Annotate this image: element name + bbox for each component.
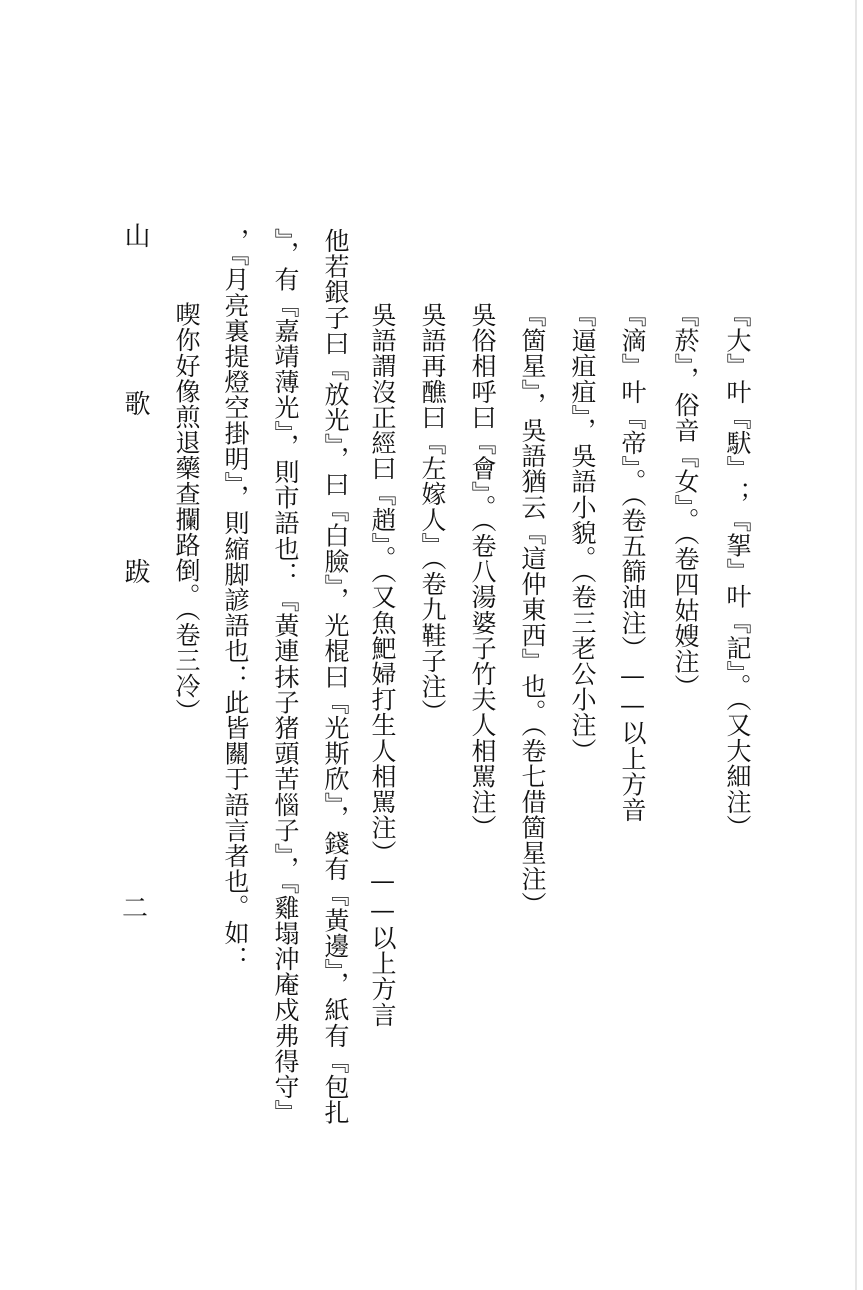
text-column-7: 吳語再醮曰『左嫁人』（卷九鞋子注）	[418, 302, 447, 725]
text-column-6: 吳俗相呼曰『會』。（卷八湯婆子竹夫人相駡注）	[468, 302, 497, 841]
text-column-11: ，『月亮裏提燈空掛明』，則縮脚諺語也：此皆關于語言者也。如：	[221, 228, 250, 971]
text-column-8: 吳語謂沒正經曰『趙』。（又魚䰾婦打生人相駡注）——以上方言	[368, 302, 397, 1028]
text-column-2: 『菸』，俗音『女』。（卷四姑嫂注）	[671, 302, 700, 700]
text-column-10: 』，有『嘉靖薄光』，則市語也：『黃連抹子猪頭苦惱子』，『雞塌沖庵戍弗得守』	[271, 228, 300, 1126]
text-column-1: 『大』叶『䭾』；『挐』叶『記』。（又大細注）	[723, 302, 752, 841]
text-column-4: 『逼疽疽』，吳語小貌。（卷三老公小注）	[568, 302, 597, 764]
text-column-12: 喫你好像煎退藥查攔路倒。（卷三冷）	[172, 276, 201, 725]
text-column-9: 他若銀子曰『放光』，曰『白臉』，光棍曰『光斯欣』，錢有『黃邊』，紙有『包扎	[321, 228, 350, 1126]
text-column-5: 『箇星』，吳語猶云『這仲東西』也。（卷七借箇星注）	[518, 302, 547, 917]
page-number: 二	[122, 894, 149, 924]
text-column-3: 『滴』叶『帝』。（卷五篩油注）——以上方音	[618, 302, 647, 823]
running-title: 山歌跋	[120, 222, 150, 726]
page-edge	[855, 0, 863, 1290]
